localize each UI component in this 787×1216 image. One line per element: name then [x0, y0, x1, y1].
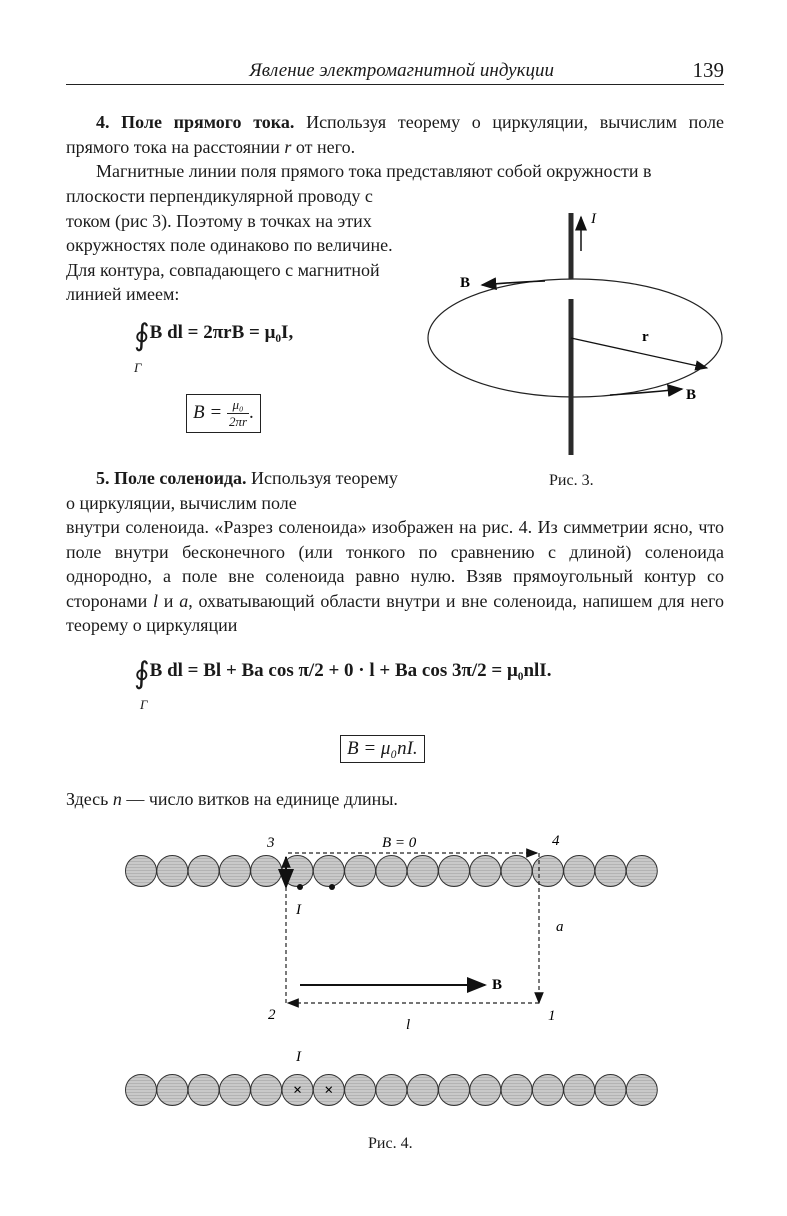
var-a: a: [179, 590, 189, 611]
coil-turn: [626, 856, 657, 887]
circulation-formula-1: [134, 318, 293, 353]
coil-turn: [564, 1075, 595, 1106]
section4-intro: [66, 110, 724, 159]
coil-turn: [219, 1075, 250, 1106]
current-label-top: I: [296, 902, 301, 918]
solenoid-coils-bottom: [126, 1075, 658, 1106]
note-start: Здесь: [66, 789, 113, 809]
fig3-straight-current-diagram: [420, 205, 730, 465]
coil-turn: [157, 856, 188, 887]
section5-para-text: внутри соленоида. «Разрез соленоида» изображен на рис. 4. Из симметрии ясно, что поле внутри бесконечного (или тонкого по сравнению с длиной) соленоида однородно, а поле вне соленоида равно нулю. Взяв прямоугольный контур со сторонами: [66, 517, 724, 611]
result-1-num: μ₀: [227, 397, 249, 414]
fig4-caption: Рис. 4.: [368, 1135, 413, 1152]
coil-turn: [595, 856, 626, 887]
coil-turn: [126, 856, 157, 887]
coil-turn: [157, 1075, 188, 1106]
coil-turn: [376, 856, 407, 887]
label-l: l: [406, 1017, 411, 1033]
label-current-I: I: [591, 211, 596, 227]
label-a: a: [556, 919, 564, 935]
coil-turn: [407, 1075, 438, 1106]
var-n: n: [112, 789, 122, 809]
coil-turn: [188, 1075, 219, 1106]
coil-turn: [345, 856, 376, 887]
current-dot-2: [329, 884, 335, 890]
coil-turn: [470, 856, 501, 887]
field-zero-label: B = 0: [382, 835, 417, 851]
coil-turn: [470, 1075, 501, 1106]
corner-4: 4: [552, 833, 560, 849]
running-title: Явление электромагнитной индукции: [249, 60, 554, 81]
magnetic-field-line: [428, 279, 722, 397]
section5-note: [66, 787, 724, 812]
section4-heading: 4. Поле прямого тока.: [96, 112, 295, 132]
coil-turn: [501, 856, 532, 887]
section4-para2-top: Магнитные линии поля прямого тока представляют собой окружности в: [96, 161, 652, 181]
section4-intro-end: от него.: [291, 136, 356, 157]
note-end: — число витков на единице длины.: [121, 789, 398, 809]
coil-turn: [251, 1075, 282, 1106]
fig4-solenoid-diagram: [120, 825, 680, 1115]
coil-turn: [532, 1075, 563, 1106]
coil-turn: [251, 856, 282, 887]
current-cross-mark: ×: [324, 1082, 334, 1099]
page-number: 139: [692, 58, 724, 82]
section4-para2-narrow: плоскости перпендикулярной проводу с током (рис 3). Поэтому в точках на этих окружностях поле одинаково по величине. Для контура, совпадающего с магнитной линией имеем:: [66, 186, 393, 304]
coil-turn: [626, 1075, 657, 1106]
var-r: r: [284, 136, 292, 157]
contour-label-2: Γ: [140, 697, 148, 712]
coil-turn: [595, 1075, 626, 1106]
coil-turn: [532, 856, 563, 887]
running-header: [66, 58, 724, 85]
fig3-caption: Рис. 3.: [549, 472, 594, 489]
current-cross-mark: ×: [292, 1082, 303, 1099]
var-l: l: [153, 590, 159, 611]
coil-turn: [564, 856, 595, 887]
result-formula-2: B = μ₀nI.: [340, 735, 425, 763]
coil-turn: [219, 856, 250, 887]
corner-1: 1: [548, 1008, 556, 1024]
contour-label-1: Γ: [134, 360, 142, 375]
label-r: r: [642, 329, 649, 345]
label-B-top: B: [460, 275, 471, 291]
current-dot-1: [297, 884, 303, 890]
result-formula-1: [186, 394, 261, 433]
result-1-lhs: B =: [193, 401, 227, 423]
formula-1-text: B dl = 2πrB = μ₀I,: [149, 322, 294, 343]
coil-turn: [407, 856, 438, 887]
coil-turn: [345, 1075, 376, 1106]
label-B-bottom: B: [686, 387, 697, 403]
coil-turn: [501, 1075, 532, 1106]
coil-turn: [376, 1075, 407, 1106]
solenoid-coils-top: [126, 856, 658, 887]
corner-2: 2: [268, 1007, 276, 1023]
section5-para-end: , охватывающий области внутри и вне соленоида, напишем для него теорему о циркуляции: [66, 590, 724, 635]
section5-intro-text: Используя теорему о циркуляции, вычислим поле: [66, 468, 398, 513]
current-label-bottom: I: [296, 1049, 301, 1065]
circulation-formula-2: [134, 656, 551, 691]
coil-turn: [439, 1075, 470, 1106]
radius-vector: [571, 338, 707, 368]
contour-integral-sign: ∮: [134, 319, 150, 352]
result-1-den: 2πr: [228, 414, 248, 429]
coil-turn: [126, 1075, 157, 1106]
coil-turn: [188, 856, 219, 887]
formula-2-text: B dl = Bl + Ba cos π/2 + 0 · l + Ba cos 3π/2 = μ₀nlI.: [149, 660, 552, 681]
section5-heading: 5. Поле соленоида.: [96, 468, 247, 488]
coil-turn: [439, 856, 470, 887]
coil-turn: [313, 856, 344, 887]
contour-integral-sign-2: ∮: [134, 657, 150, 690]
result-1-fraction: [227, 397, 249, 430]
section4-intro-text: Используя теорему о циркуляции, вычислим поле прямого тока на расстоянии: [66, 112, 724, 157]
and-word: и: [158, 590, 180, 611]
result-1-end: .: [249, 401, 254, 423]
label-B: B: [492, 977, 503, 993]
section5-intro: [66, 466, 404, 515]
section5-paragraph: [66, 515, 724, 638]
corner-3: 3: [267, 835, 275, 851]
